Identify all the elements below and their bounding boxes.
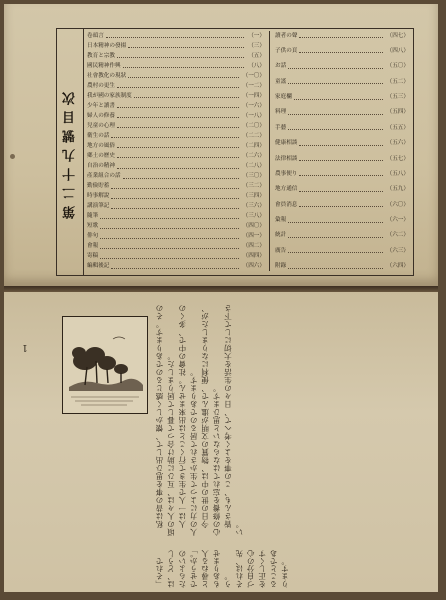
toc-entry (275, 139, 409, 148)
toc-entry-title: 統計 (275, 232, 287, 239)
toc-entry-title: 勤儉貯蓄 (87, 183, 110, 190)
toc-entry-page: （五三） (386, 94, 409, 101)
toc-entry-title: 讀者の聲 (275, 32, 298, 39)
toc-entry-page: （一〇） (242, 72, 265, 79)
toc-entry-page: （四一） (242, 233, 265, 240)
toc-entry-title: 隨筆 (87, 213, 99, 220)
toc-entry (87, 192, 265, 201)
toc-leader-dots (111, 194, 238, 199)
toc-entry (87, 31, 265, 40)
toc-entry-title: 鄕土の歷史 (87, 152, 115, 159)
toc-entry-page: （五八） (386, 170, 409, 177)
toc-entry-title: 編輯後記 (87, 263, 110, 270)
toc-entry-title: 附錄 (275, 263, 287, 270)
toc-entry (87, 51, 265, 60)
toc-entry (275, 46, 409, 55)
toc-entry-title: 家庭欄 (275, 94, 292, 101)
toc-entry (87, 181, 265, 190)
toc-entry-title: 產業組合の話 (87, 173, 121, 180)
toc-entry (87, 81, 265, 90)
toc-entry-title: お話 (275, 63, 287, 70)
toc-leader-dots (117, 53, 244, 58)
page-number: 1 (22, 342, 28, 352)
article-paragraph: 今日の世の中は、物質の文明が進んで、便利になりましたが、心の修養を忘れてはならないと思ひます。 (200, 304, 222, 536)
toc-leader-dots (299, 48, 382, 53)
toc-entry (87, 131, 265, 140)
toc-entry (87, 71, 265, 80)
toc-leader-dots (288, 248, 382, 253)
toc-leader-dots (299, 187, 382, 192)
toc-entry (87, 61, 265, 70)
toc-leader-dots (117, 143, 239, 148)
toc-entry (275, 154, 409, 163)
toc-entry (87, 252, 265, 261)
toc-entry-page: （四四） (242, 253, 265, 260)
toc-entry (87, 262, 265, 271)
toc-leader-dots (288, 110, 382, 115)
toc-leader-dots (117, 83, 239, 88)
toc-entry (87, 161, 265, 170)
toc-entry (87, 41, 265, 50)
toc-entry-page: （二四） (242, 142, 265, 149)
toc-entry (87, 171, 265, 180)
article-page (4, 292, 438, 592)
toc-entry (275, 108, 409, 117)
toc-entry-page: （五四） (386, 109, 409, 116)
toc-entry (275, 31, 409, 40)
toc-entry (87, 121, 265, 130)
toc-entry-title: 兒童の心理 (87, 122, 115, 129)
toc-right-column (275, 31, 409, 271)
toc-leader-dots (123, 174, 239, 179)
toc-entry (275, 62, 409, 71)
toc-leader-dots (128, 43, 244, 48)
toc-entry (275, 216, 409, 225)
toc-entry (275, 200, 409, 209)
toc-entry-page: （五二） (386, 78, 409, 85)
toc-entry-page: （二八） (242, 163, 265, 169)
toc-entry-page: （四二） (242, 243, 265, 250)
toc-entry-title: 俳句 (87, 233, 99, 240)
tree-landscape-drawing (63, 317, 147, 413)
toc-entry-page: （六一） (386, 217, 409, 224)
toc-entry-page: （一二） (242, 82, 265, 89)
toc-entry-title: 講演筆記 (87, 203, 110, 210)
toc-entry (87, 111, 265, 120)
toc-leader-dots (288, 264, 382, 269)
toc-entry (275, 246, 409, 255)
toc-entry-title: 農村の更生 (87, 82, 115, 89)
binding-hole (10, 154, 15, 159)
toc-leader-dots (111, 184, 238, 189)
toc-leader-dots (128, 73, 238, 78)
toc-entry (87, 212, 265, 221)
toc-entry-title: 會員消息 (275, 201, 298, 208)
toc-entry-page: （四〇） (242, 223, 265, 230)
toc-entry-page: （五九） (386, 186, 409, 193)
toc-entry (87, 101, 265, 110)
article-tail (154, 544, 314, 588)
toc-left-column (87, 31, 270, 271)
toc-entry-page: （六〇） (386, 201, 409, 208)
toc-leader-dots (117, 153, 239, 158)
article-paragraph: 私は昔の事を思ひ出して、懷かしく感じるのであります。その頃の人々は、互ひに助け合つて暮して居りました。 (155, 304, 176, 536)
toc-entry (87, 91, 265, 100)
toc-entry-page: （五六） (386, 140, 409, 147)
toc-entry-title: 少年と讀書 (87, 102, 115, 109)
toc-entry (87, 242, 265, 251)
toc-entry-title: 會報 (87, 243, 99, 250)
toc-entry-title: 料理 (275, 109, 287, 116)
toc-entry-title: 我が國の家族制度 (87, 92, 132, 99)
toc-leader-dots (299, 156, 382, 161)
toc-entry (87, 202, 265, 211)
toc-entry-page: （八） (248, 62, 265, 69)
toc-title-column (57, 29, 84, 275)
toc-entry-page: （六四） (386, 263, 409, 270)
toc-entry (275, 77, 409, 86)
toc-leader-dots (100, 214, 238, 219)
toc-entry-title: 寄稿 (87, 253, 99, 260)
toc-entry-page: （一八） (242, 112, 265, 119)
article-paragraph: 「それでは、どうしたらよいのでせうか。」と尋ねる人もありませう。 (155, 546, 233, 588)
toc-entry-page: （一六） (242, 102, 265, 109)
toc-leader-dots (117, 113, 239, 118)
toc-entry-title: 卷頭言 (87, 32, 104, 39)
landscape-illustration (62, 316, 148, 414)
toc-entry-title: 法律相談 (275, 155, 298, 162)
toc-entry-title: 日本精神の發揚 (87, 42, 127, 49)
toc-entry-page: （三八） (242, 213, 265, 220)
toc-leader-dots (288, 233, 382, 238)
toc-entry (275, 169, 409, 178)
toc-entry (275, 231, 409, 240)
toc-entry-page: （四七） (386, 32, 409, 39)
toc-entry-page: （四六） (242, 263, 265, 270)
toc-entry-title: 手藝 (275, 124, 287, 131)
toc-entry-page: （三六） (242, 203, 265, 210)
article-paragraph: 人は一人で生きて行くことは出來ません。社會の中で、多くの人の力によつて生かされて居るのであります。 (177, 304, 199, 536)
toc-entry-page: （六三） (386, 247, 409, 254)
toc-entry-page: （五五） (386, 124, 409, 131)
toc-frame (56, 28, 414, 276)
toc-leader-dots (299, 171, 382, 176)
toc-entry (275, 185, 409, 194)
toc-entry (275, 262, 409, 271)
toc-entry-title: 衛生の話 (87, 132, 110, 139)
toc-entry-page: （二六） (242, 152, 265, 159)
toc-entry-title: 彙報 (275, 217, 287, 224)
toc-leader-dots (299, 141, 382, 146)
toc-entry (275, 123, 409, 132)
book-spread (4, 4, 438, 592)
toc-leader-dots (288, 218, 382, 223)
toc-entry-page: （五） (248, 52, 265, 59)
toc-entry (87, 151, 265, 160)
toc-entry-title: 健康相談 (275, 140, 298, 147)
toc-leader-dots (117, 123, 239, 128)
toc-entry-page: （五七） (386, 155, 409, 162)
toc-entry-page: （三） (248, 42, 265, 49)
toc-entry-title: 子供の頁 (275, 47, 298, 54)
toc-leader-dots (100, 234, 238, 239)
toc-entry-title: 農事便り (275, 170, 298, 177)
table-of-contents-page (4, 4, 438, 286)
toc-leader-dots (111, 133, 238, 138)
toc-leader-dots (294, 95, 383, 100)
toc-entry-title: 婦人の修養 (87, 112, 115, 119)
toc-leader-dots (299, 202, 382, 207)
toc-entry-title: 社會教化の現狀 (87, 72, 127, 79)
toc-entry-page: （六二） (386, 232, 409, 239)
toc-entry-page: （一四） (242, 92, 265, 99)
toc-leader-dots (288, 125, 382, 130)
toc-entry-page: （三二） (242, 183, 265, 190)
toc-entry-page: （三四） (242, 193, 265, 200)
toc-leader-dots (117, 103, 239, 108)
toc-leader-dots (117, 164, 239, 169)
article-body (154, 302, 422, 536)
toc-leader-dots (106, 33, 244, 38)
toc-leader-dots (288, 79, 382, 84)
toc-entry-page: （一） (248, 32, 265, 39)
toc-entry-page: （五〇） (386, 63, 409, 70)
toc-entry-title: 時事解說 (87, 193, 110, 200)
toc-entry-title: 自治の精神 (87, 163, 115, 169)
toc-leader-dots (111, 264, 238, 269)
article-paragraph: 皆さんも、この事をよく考へて、日々の生活を大切にして下さい。 (223, 304, 244, 536)
toc-leader-dots (100, 254, 238, 259)
toc-leader-dots (134, 93, 239, 98)
toc-entry (87, 222, 265, 231)
toc-entry-page: （二二） (242, 132, 265, 139)
toc-entry (87, 232, 265, 241)
toc-title: 第二十九號目次 (62, 85, 78, 219)
toc-leader-dots (100, 244, 238, 249)
toc-entry-page: （二〇） (242, 122, 265, 129)
toc-entry-title: 教育と宗教 (87, 52, 115, 59)
toc-leader-dots (100, 224, 238, 229)
toc-entry-title: 地方の風俗 (87, 142, 115, 149)
toc-entry-title: 地方通信 (275, 186, 298, 193)
toc-leader-dots (299, 33, 382, 38)
toc-entry (87, 141, 265, 150)
toc-entry-page: （四八） (386, 47, 409, 54)
toc-leader-dots (111, 204, 238, 209)
toc-entry-title: 國民精神作興 (87, 62, 121, 69)
toc-entry-title: 童謠 (275, 78, 287, 85)
toc-entry (275, 93, 409, 102)
toc-leader-dots (123, 63, 245, 68)
toc-entry-page: （三〇） (242, 173, 265, 180)
article-paragraph: それは、先づ自分の心を正しくすることであります。 (234, 550, 290, 588)
toc-leader-dots (288, 64, 382, 69)
toc-entry-title: 廣告 (275, 247, 287, 254)
toc-entry-title: 短歌 (87, 223, 99, 230)
